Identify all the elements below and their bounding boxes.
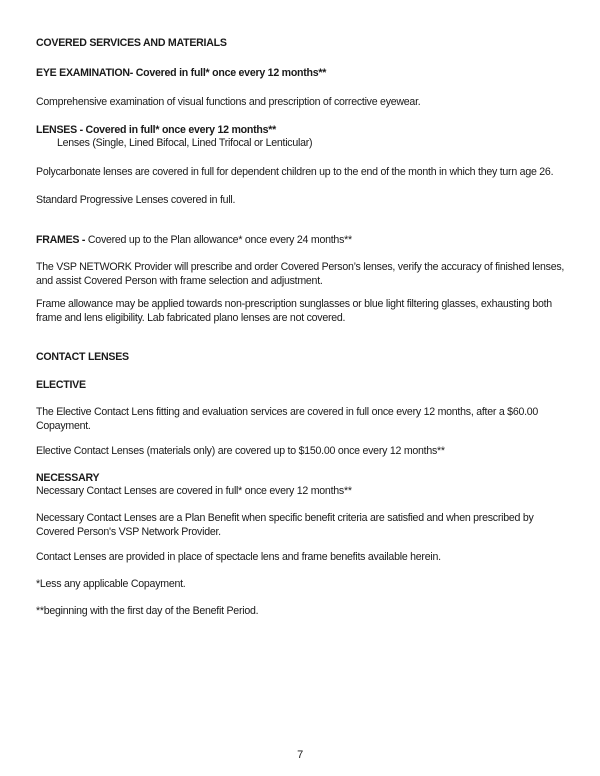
footnote-double: **beginning with the first day of the Benefit Period.	[36, 605, 259, 617]
lenses-types: Lenses (Single, Lined Bifocal, Lined Trifocal or Lenticular)	[57, 137, 313, 149]
elective-heading: ELECTIVE	[36, 379, 86, 391]
footnote-single: *Less any applicable Copayment.	[36, 578, 186, 590]
contact-lenses-in-place: Contact Lenses are provided in place of spectacle lens and frame benefits available herein.	[36, 551, 441, 563]
elective-fitting: The Elective Contact Lens fitting and evaluation services are covered in full once every 12 months, after a $60.00 Copayment.	[36, 406, 539, 432]
necessary-coverage: Necessary Contact Lenses are covered in full* once every 12 months**	[36, 485, 352, 497]
lenses-progressive: Standard Progressive Lenses covered in full.	[36, 194, 236, 206]
necessary-heading: NECESSARY	[36, 472, 100, 484]
elective-materials: Elective Contact Lenses (materials only) are covered up to $150.00 once every 12 months**	[36, 445, 445, 457]
page-number: 7	[297, 749, 303, 761]
eye-exam-heading: EYE EXAMINATION- Covered in full* once every 12 months**	[36, 67, 327, 79]
contact-lenses-heading: CONTACT LENSES	[36, 351, 129, 363]
lenses-polycarbonate: Polycarbonate lenses are covered in full for dependent children up to the end of the month in which they turn age 26.	[36, 166, 554, 178]
eye-exam-description: Comprehensive examination of visual functions and prescription of corrective eyewear.	[36, 96, 421, 108]
page-title: COVERED SERVICES AND MATERIALS	[36, 37, 227, 49]
necessary-criteria: Necessary Contact Lenses are a Plan Benefit when specific benefit criteria are satisfied and when prescribed by Covered Person's VSP Network Provider.	[36, 512, 534, 538]
frames-allowance: Frame allowance may be applied towards non-prescription sunglasses or blue light filtering glasses, exhausting both frame and lens eligibility. Lab fabricated plano lenses are not covered.	[36, 298, 552, 324]
frames-heading-text: Covered up to the Plan allowance* once every 24 months**	[85, 234, 352, 246]
frames-provider: The VSP NETWORK Provider will prescribe and order Covered Person’s lenses, verify the accuracy of finished lenses, and assist Covered Person with frame selection and adjustment.	[36, 261, 565, 287]
frames-heading-label: FRAMES -	[36, 234, 86, 246]
frames-heading	[36, 234, 352, 247]
lenses-heading: LENSES - Covered in full* once every 12 months**	[36, 124, 276, 136]
